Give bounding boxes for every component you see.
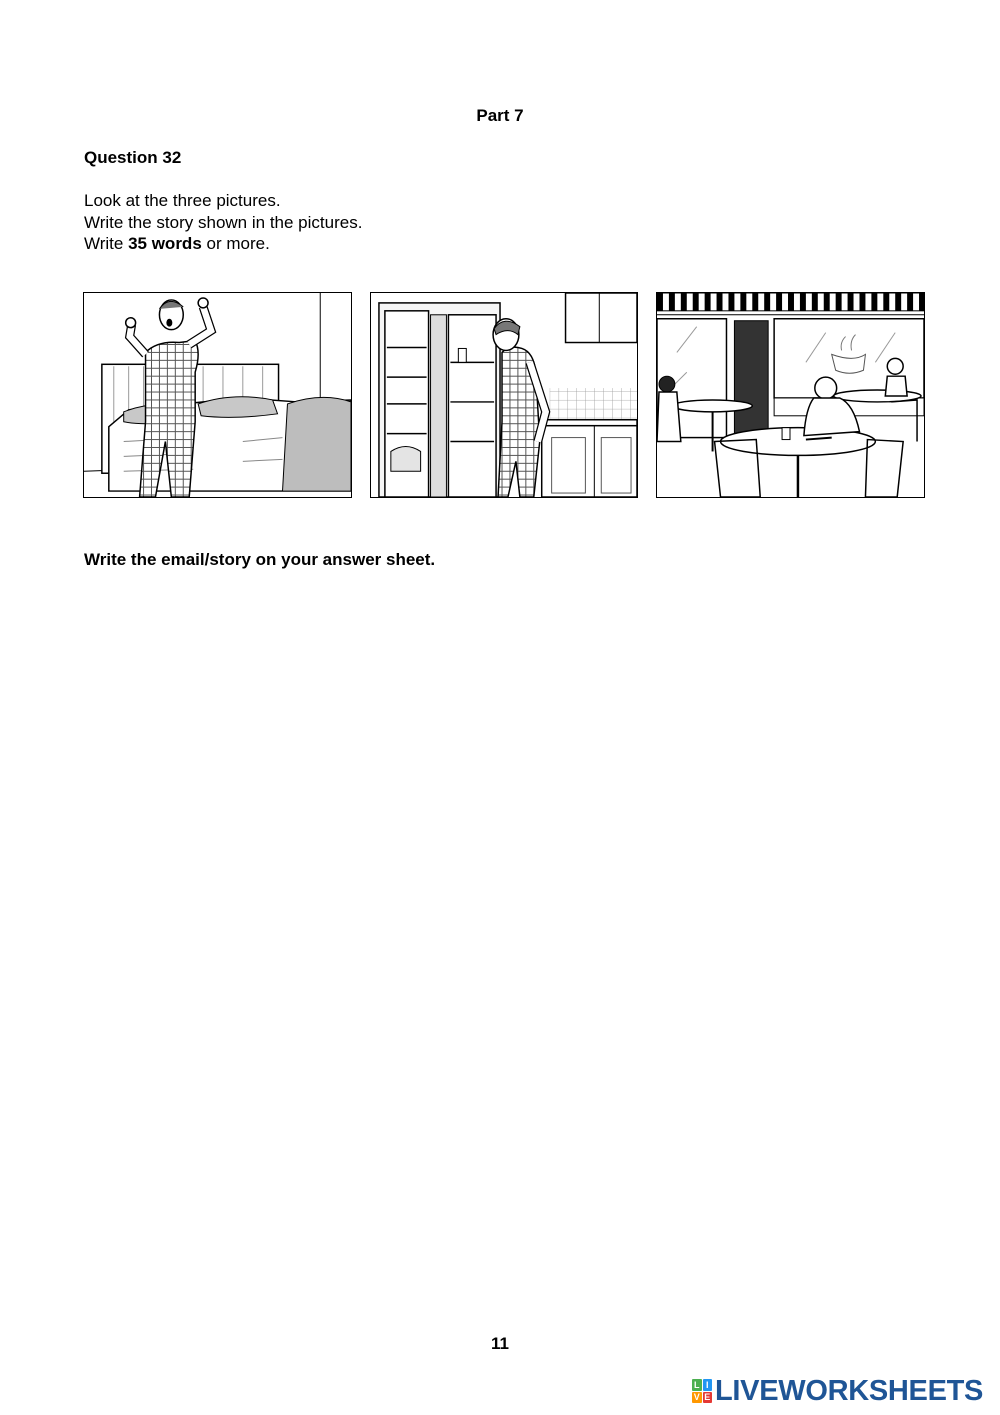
instruction-suffix: or more. [201, 234, 270, 253]
picture-3 [656, 292, 925, 498]
man-looking-in-fridge-illustration [371, 293, 637, 497]
logo-letter-e: E [704, 1392, 711, 1403]
liveworksheets-logo-icon [692, 1379, 712, 1403]
page-number: 11 [491, 1334, 509, 1353]
liveworksheets-logo[interactable] [692, 1373, 983, 1409]
word-count: 35 words [128, 234, 202, 253]
logo-letter-l: L [694, 1379, 700, 1390]
logo-letter-i: I [703, 1379, 713, 1391]
man-stretching-bedroom-illustration [84, 293, 351, 497]
instruction-prefix: Write [84, 234, 129, 253]
part-title: Part 7 [476, 106, 524, 125]
man-at-cafe-illustration [657, 293, 924, 497]
instruction-line-3 [84, 233, 362, 255]
picture-2 [370, 292, 638, 498]
instruction-line-2: Write the story shown in the pictures. [84, 212, 363, 232]
answer-sheet-instruction: Write the email/story on your answer sheet. [84, 550, 436, 569]
picture-1 [83, 292, 352, 498]
instructions [84, 190, 362, 255]
logo-letter-v: V [693, 1392, 700, 1403]
instruction-line-1: Look at the three pictures. [84, 191, 281, 210]
question-title: Question 32 [84, 148, 182, 167]
liveworksheets-wordmark: LIVEWORKSHEETS [715, 1374, 984, 1407]
